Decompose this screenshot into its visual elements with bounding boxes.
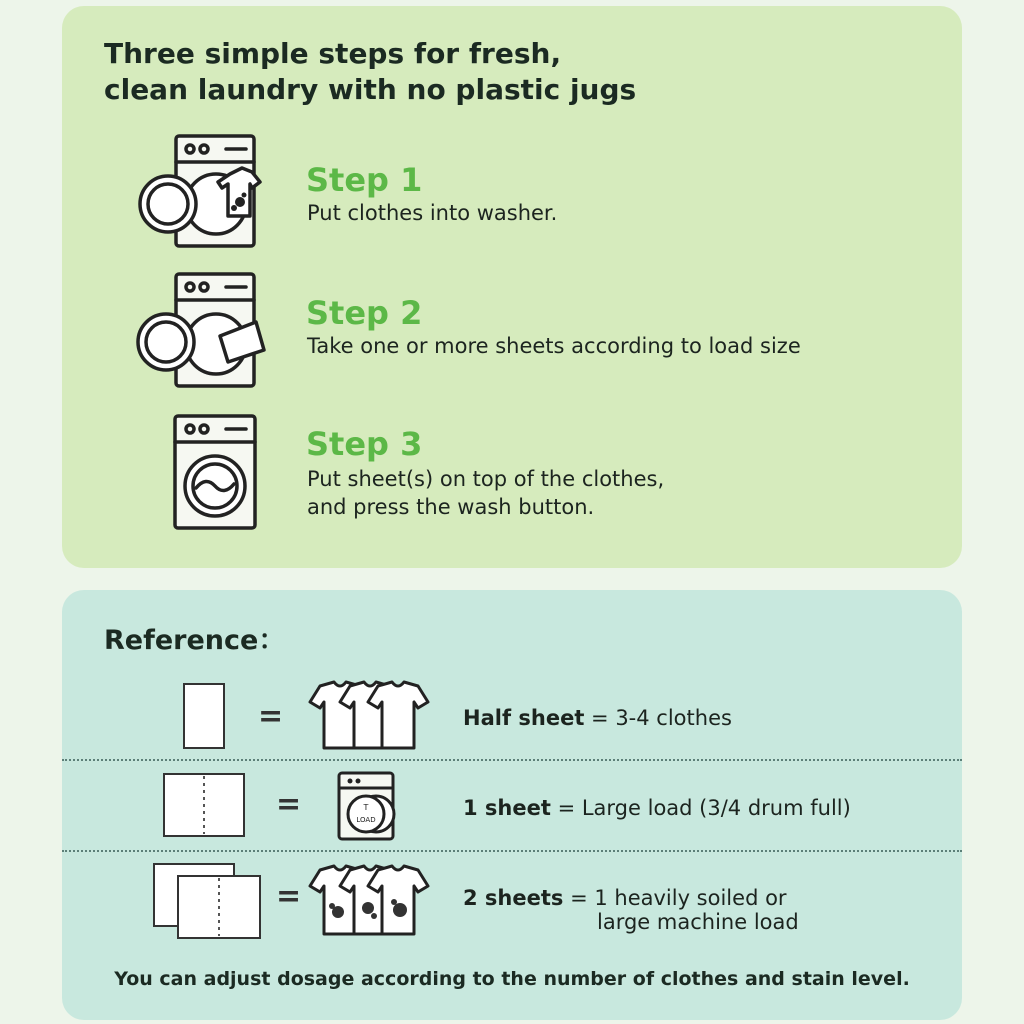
stained-shirts-icon (304, 864, 434, 938)
two-sheets-description-line-2: large machine load (597, 910, 799, 934)
divider (62, 759, 962, 761)
washer-with-shirt-icon (134, 132, 266, 252)
reference-row-2-text (463, 796, 851, 820)
step-3-heading: Step 3 (306, 425, 423, 463)
step-2-heading: Step 2 (306, 294, 423, 332)
one-sheet-icon (162, 772, 246, 838)
page-title (104, 36, 904, 108)
equals-sign: = (258, 699, 284, 734)
equals-sign: = (276, 787, 302, 822)
two-sheets-icon (152, 862, 264, 942)
load-icon-text-top: T (363, 803, 369, 812)
half-sheet-label: Half sheet (463, 706, 585, 730)
half-sheet-icon (182, 682, 226, 750)
three-shirts-icon (304, 680, 434, 752)
step-1-heading: Step 1 (306, 161, 423, 199)
step-2-text: Take one or more sheets according to load size (307, 334, 801, 358)
two-sheets-description: = 1 heavily soiled or (563, 886, 787, 910)
washer-with-sheet-icon (134, 270, 266, 390)
reference-row-3-text (463, 886, 787, 910)
title-line-2: clean laundry with no plastic jugs (104, 73, 637, 106)
washer-icon (170, 412, 260, 532)
step-1-text: Put clothes into washer. (307, 201, 558, 225)
divider (62, 850, 962, 852)
step-3-text-line-1: Put sheet(s) on top of the clothes, (307, 467, 665, 491)
one-sheet-description: = Large load (3/4 drum full) (550, 796, 851, 820)
reference-title: Reference： (104, 625, 286, 656)
step-3-text-line-2: and press the wash button. (307, 495, 595, 519)
title-line-1: Three simple steps for fresh, (104, 37, 562, 70)
half-sheet-description: = 3-4 clothes (584, 706, 732, 730)
load-icon-text-bottom: LOAD (356, 816, 376, 824)
two-sheets-label: 2 sheets (463, 886, 564, 910)
washer-load-icon (336, 770, 396, 842)
reference-row-1-text (463, 706, 732, 730)
one-sheet-label: 1 sheet (463, 796, 551, 820)
footer-note: You can adjust dosage according to the number of clothes and stain level. (114, 968, 910, 990)
equals-sign: = (276, 879, 302, 914)
